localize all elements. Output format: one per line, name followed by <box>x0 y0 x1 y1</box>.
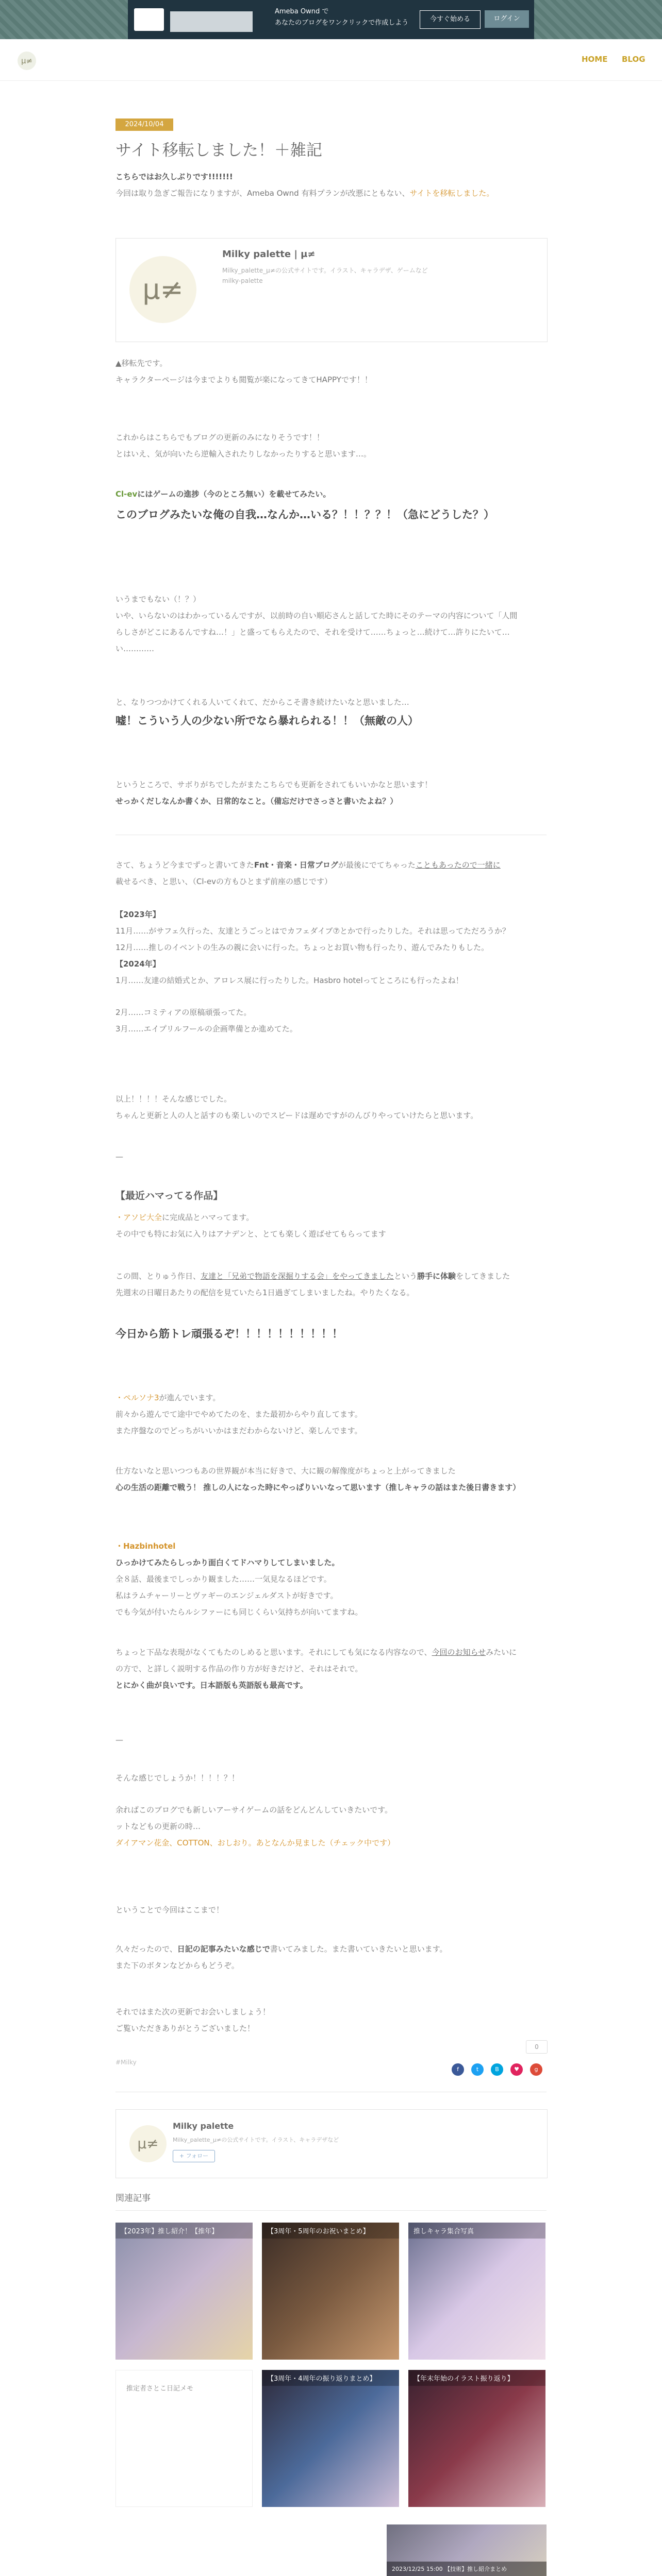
post-paragraph: でも今気が付いたらルシファーにも同じくらい気持ちが向いてますね。 <box>115 1607 363 1617</box>
post-paragraph: 前々から遊んでて途中でやめてたのを、また最初からやり直してます。 <box>115 1410 362 1419</box>
post-paragraph: ひっかけてみたらしっかり面白くてドハマりしてしまいました。 <box>115 1558 340 1567</box>
heart-like-icon[interactable]: ♥ <box>510 2063 523 2076</box>
site-header <box>0 39 662 81</box>
post-paragraph: 仕方ないなと思いつつもあの世界観が本当に好きで、大に観の解像度がちょっと上がってきました <box>115 1466 456 1476</box>
text: Fnt・音楽・日常ブログ <box>254 860 338 870</box>
banner-line-1: Ameba Ownd で <box>275 8 329 15</box>
related-article[interactable] <box>387 2524 547 2576</box>
start-now-button[interactable]: 今すぐ始める <box>420 10 481 29</box>
site-logo[interactable]: μ≠ <box>18 52 36 70</box>
like-count[interactable]: 0 <box>526 2040 548 2054</box>
post-paragraph: ▲移転先です。 <box>115 359 168 368</box>
card-description <box>222 265 526 286</box>
post-paragraph <box>115 1269 510 1283</box>
post-paragraph <box>115 1391 220 1404</box>
related-article[interactable] <box>115 2370 253 2507</box>
post-paragraph: らしさがどこにあるんですね…！」と盛ってもらえたので、それを受けて……ちょっと…続けて…許りにたいて… <box>115 628 510 637</box>
text: 久々だったので、 <box>115 1944 177 1954</box>
related-article[interactable] <box>262 2223 399 2360</box>
post-paragraph: その中でも特にお気に入りはアナデンと、とても楽しく遊ばせてもらってます <box>115 1229 386 1239</box>
post-title: サイト移転しました！＋雑記 <box>115 141 322 160</box>
login-button[interactable]: ログイン <box>485 10 529 28</box>
event-item: 1月……友達の結婚式とか、アロレス展に行ったりした。Hasbro hotelってところにも行ったよね！ <box>115 976 464 985</box>
related-title: 推しキャラ集合写真 <box>408 2223 545 2239</box>
post-paragraph: 全８話、最後までしっかり観ました……一気見なるほどです。 <box>115 1574 332 1584</box>
post-paragraph <box>115 1646 517 1659</box>
post-heading: このブログみたいな俺の自我…なんか…いる？！！？？！（急にどうした？） <box>115 509 494 521</box>
text: この間、とりゅう作日、 <box>115 1272 201 1281</box>
text: 勝手に体験 <box>417 1272 456 1281</box>
card-logo: μ≠ <box>129 256 196 323</box>
top-banner <box>0 0 662 39</box>
post-tag[interactable]: #Milky <box>115 2059 137 2066</box>
section-heading: 【最近ハマってる作品】 <box>115 1190 223 1201</box>
post-heading: 嘘！こういう人の少ない所でなら暴れられる！！（無敵の人） <box>115 715 419 727</box>
post-paragraph <box>115 187 494 200</box>
post-paragraph: ダイアマン花金、COTTON、おしおり。あとなんか見ました（チェック中です） <box>115 1838 395 1848</box>
text: 書いてみました。また書いていきたいと思います。 <box>270 1944 448 1954</box>
author-card <box>115 2109 548 2178</box>
card-url: milky-palette <box>222 277 263 284</box>
inline-link[interactable]: 友達と「兄弟で物語を深掘りする会」をやってきました <box>201 1272 394 1281</box>
text: さて、ちょうど今まで <box>115 860 193 870</box>
year-heading: 【2023年】 <box>115 910 160 919</box>
post-paragraph <box>115 858 501 872</box>
text: ちょっと下品な表現がなくてもたのしめると思います。それにしても気になる内容なので、 <box>115 1648 432 1657</box>
work-link[interactable]: ・アソビ大全 <box>115 1213 162 1222</box>
event-item: 2月……コミティアの原稿頑張ってた。 <box>115 1008 252 1017</box>
text: 日記の記事みたいな感じで <box>177 1944 270 1954</box>
nav-home-link[interactable]: HOME <box>582 55 608 64</box>
post-paragraph: ご覧いただきありがとうございました！ <box>115 2024 255 2033</box>
post-paragraph: とはいえ、気が向いたら逆輸入されたりしなかったりすると思います…。 <box>115 449 371 459</box>
post-paragraph: 余ればこのブログでも新しいアーサイゲームの話をどんどんしていきたいです。 <box>115 1805 393 1815</box>
related-title: 【年末年始のイラスト振り返り】 <box>408 2370 545 2386</box>
text: ずっと書いてきた <box>192 860 254 870</box>
text: に完成品とハマってます。 <box>162 1213 254 1222</box>
post-paragraph: いうまでもない（！？） <box>115 595 201 604</box>
inline-link[interactable]: 今回のお知らせ <box>432 1648 486 1657</box>
link-card[interactable] <box>115 238 548 342</box>
text: が最後にでてちゃった <box>338 860 416 870</box>
work-link[interactable]: ・ペルソナ3 <box>115 1393 159 1402</box>
inline-link[interactable]: こともあったので一緒に <box>415 860 501 870</box>
clev-link[interactable]: Cl-ev <box>115 489 138 499</box>
post-paragraph: 心の生活の距離で戦う！ 推しの人になった時にやっぱりいいなって思います（推しキャラの話はまた後日書きます） <box>115 1483 521 1492</box>
banner-preview-image <box>170 11 253 32</box>
post-paragraph: また序盤なのでどっちがいいかはまだわからないけど、楽しんでます。 <box>115 1426 362 1435</box>
post-paragraph: 載せるべき、と思い、（Cl-evの方もひとまず前座の感じです） <box>115 877 333 886</box>
event-item: 12月……推しのイベントの生みの親に会いに行った。ちょっとお買い物も行ったり、遊んでみたりもした。 <box>115 943 489 952</box>
related-article[interactable] <box>262 2370 399 2507</box>
post-paragraph: ットなどもの更新の時… <box>115 1822 201 1831</box>
text: にはゲームの進捗（今のところ無い）を載せてみたい。 <box>137 489 331 499</box>
related-title: 【3周年・4周年の振り返りまとめ】 <box>262 2370 399 2386</box>
work-link[interactable]: ・Hazbinhotel <box>115 1541 176 1551</box>
nav-blog-link[interactable]: BLOG <box>622 55 646 64</box>
related-title: 2023/12/25 15:00 【技術】推し紹介まとめ <box>387 2562 547 2576</box>
moved-link[interactable]: サイトを移転しました。 <box>409 189 494 198</box>
author-description: Milky_palette_μ≠の公式サイトです。イラスト、キャラデザなど <box>173 2137 339 2143</box>
post-paragraph <box>115 1211 254 1224</box>
post-paragraph: また下のボタンなどからもどうぞ。 <box>115 1961 239 1970</box>
related-article[interactable] <box>115 2223 253 2360</box>
related-article[interactable] <box>408 2223 545 2360</box>
dash-separator: — <box>115 1735 123 1744</box>
text: 今回は取り急ぎご報告になりますが、Ameba Ownd 有料プランが改悪にともない、 <box>115 189 410 198</box>
card-title: Milky palette | μ≠ <box>222 249 316 260</box>
author-name[interactable]: Milky palette <box>173 2121 234 2131</box>
post-paragraph: せっかくだしなんか書くか、日常的なこと。（備忘だけでさっさと書いたよね？） <box>115 796 398 806</box>
post-paragraph: の方で、と詳しく説明する作品の作り方が好きだけど、それはそれで。 <box>115 1664 363 1673</box>
post-paragraph: そんな感じでしょうか！！！！？！ <box>115 1773 240 1783</box>
post-paragraph: 先週末の日曜日あたりの配信を見ていたら1日過ぎてしまいましたね。やりたくなる。 <box>115 1288 415 1297</box>
post-paragraph: と、なりつつかけてくれる人いてくれて、だからこそ書き続けたいなと思いました… <box>115 698 409 707</box>
event-item: 11月……がサフェ久行った、友達とうごっとはでカフェダイブ⑦とかで行ったりした。それは思ってただろうか？ <box>115 926 510 936</box>
related-heading: 関連記事 <box>115 2193 151 2204</box>
related-title: 推定者さとこ日記メモ <box>126 2385 194 2393</box>
follow-button[interactable]: + フォロー <box>173 2150 215 2162</box>
post-paragraph: とにかく曲が良いです。日本語版も英語版も最高です。 <box>115 1681 308 1690</box>
post-paragraph: というところで、サボりがちでしたがまたこちらでも更新をされてもいいかなと思います！ <box>115 780 433 789</box>
banner-text <box>275 6 408 29</box>
google-share-icon[interactable]: g <box>530 2063 542 2076</box>
post-paragraph <box>115 1942 448 1956</box>
event-item: 3月……エイプリルフールの企画準備とか進めてた。 <box>115 1024 297 1033</box>
post-paragraph <box>115 487 330 501</box>
post-paragraph: これからはこちらでもブログの更新のみになりそうです！！ <box>115 433 324 442</box>
year-heading: 【2024年】 <box>115 959 160 969</box>
post-paragraph: い………… <box>115 644 155 653</box>
divider <box>115 2210 547 2211</box>
post-paragraph: ということで今回はここまで！ <box>115 1905 224 1914</box>
post-paragraph: 私はラムチャーリーとヴァギーのエンジェルダストが好きです。 <box>115 1591 338 1600</box>
twitter-share-icon[interactable]: t <box>471 2063 484 2076</box>
text: が進んでいます。 <box>159 1393 221 1402</box>
post-paragraph: ちゃんと更新と人の人と話すのも楽しいのでスピードは遅めですがのんびりやっていけたらと思います。 <box>115 1111 478 1120</box>
related-title: 【3周年・5周年のお祝いまとめ】 <box>262 2223 399 2239</box>
hatena-share-icon[interactable]: B <box>491 2063 503 2076</box>
text: みたいに <box>486 1648 517 1657</box>
post-paragraph: 以上！！！！そんな感じでした。 <box>115 1094 232 1104</box>
banner-inner <box>128 0 534 39</box>
related-article[interactable] <box>408 2370 545 2507</box>
post-paragraph: こちらではお久しぶりです!!!!!!! <box>115 172 233 181</box>
author-avatar[interactable]: μ≠ <box>129 2125 167 2162</box>
facebook-share-icon[interactable]: f <box>452 2063 464 2076</box>
ameba-logo-icon <box>134 8 164 31</box>
text: をしてきました <box>456 1272 510 1281</box>
banner-line-2: あなたのブログをワンクリックで作成しよう <box>275 19 409 27</box>
post-date-badge: 2024/10/04 04:08 <box>115 118 173 131</box>
card-desc-text: Milky_palette_μ≠の公式サイトです。イラスト、キャラデザ、ゲームなど <box>222 267 428 274</box>
post-heading: 今日から筋トレ頑張るぞ！！！！！！！！！！ <box>115 1328 343 1340</box>
text: という <box>394 1272 418 1281</box>
post-paragraph: キャラクターページは今までよりも閲覧が楽になってきてHAPPYです！！ <box>115 375 372 384</box>
related-title: 【2023年】推し紹介！【推年】 <box>115 2223 253 2239</box>
post-paragraph: それではまた次の更新でお会いしましょう！ <box>115 2007 271 2016</box>
dash-separator: — <box>115 1152 123 1161</box>
post-paragraph: いや、いらないのはわかっているんですが、以前時の自い順応さんと話してた時にそのテーマの内容について「人間 <box>115 611 518 620</box>
